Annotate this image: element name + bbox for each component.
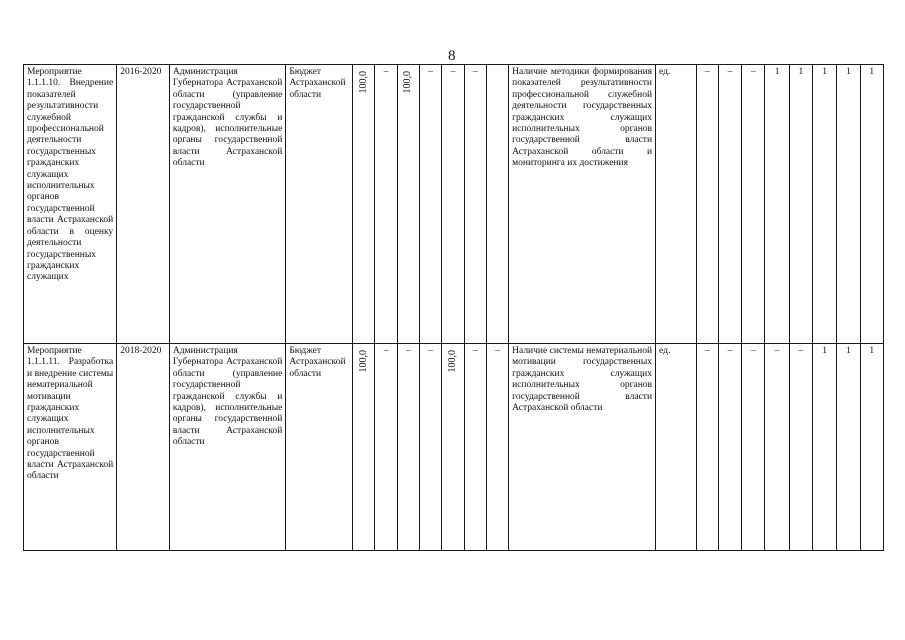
finance-year-cell: – (442, 65, 464, 344)
finance-year-cell: – (420, 65, 442, 344)
finance-year-cell: – (397, 344, 419, 551)
executor-cell: Администрация Губернатора Астраханской области (управление государственной гражданской службы и кадров), исполнительные органы государственной власти Астраханской области (169, 344, 285, 551)
indicator-value-cell: – (696, 344, 718, 551)
indicator-value-cell: – (765, 344, 789, 551)
table-row (24, 344, 884, 551)
finance-year-cell (442, 344, 464, 551)
executor-cell: Администрация Губернатора Астраханской области (управление государственной гражданской службы и кадров), исполнительные органы государственной власти Астраханской области (169, 65, 285, 344)
finance-value: 100,0 (446, 350, 458, 373)
finance-value: 100,0 (402, 71, 414, 94)
indicator-value-cell: 1 (860, 344, 883, 551)
finance-year-cell: – (375, 344, 397, 551)
indicator-value-cell: 1 (813, 65, 837, 344)
indicator-value-cell: 1 (860, 65, 883, 344)
finance-year-cell: – (464, 344, 486, 551)
indicator-value-cell: – (789, 344, 812, 551)
period-cell: 2018-2020 (117, 344, 170, 551)
finance-year-cell: – (464, 65, 486, 344)
page-number: 8 (448, 48, 456, 64)
indicator-cell: Наличие системы нематериальной мотивации государственных гражданских служащих исполнительных органов государственной власти Астраханской области (509, 344, 656, 551)
table-row (24, 65, 884, 344)
activity-name-cell: Мероприятие 1.1.1.10. Внедрение показателей результативности служебной профессиональной деятельности государственных гражданских служащих исполнительных органов государственной власти Астраханской области в оценку деятельности государственных гражданских служащих (24, 65, 117, 344)
finance-year-cell: – (375, 65, 397, 344)
funding-source-cell: Бюджет Астраханской области (286, 344, 353, 551)
finance-year-cell (397, 65, 419, 344)
indicator-value-cell: 1 (837, 65, 860, 344)
unit-cell: ед. (656, 65, 697, 344)
indicator-value-cell: 1 (837, 344, 860, 551)
indicator-value-cell: – (696, 65, 718, 344)
finance-total-cell (353, 344, 375, 551)
finance-year-cell (486, 65, 508, 344)
indicator-value-cell: – (718, 65, 741, 344)
finance-total-cell (353, 65, 375, 344)
indicator-value-cell: 1 (813, 344, 837, 551)
period-cell: 2016-2020 (117, 65, 170, 344)
indicator-value-cell: – (742, 344, 765, 551)
indicator-cell: Наличие методики формирования показателей результативности профессиональной служебной деятельности государственных гражданских служащих исполнительных органов государственной власти Астраханской области и мониторинга их достижения (509, 65, 656, 344)
unit-cell: ед. (656, 344, 697, 551)
activity-name-cell: Мероприятие 1.1.1.11. Разработка и внедрение системы нематериальной мотивации гражданских служащих исполнительных органов государственной власти Астраханской области (24, 344, 117, 551)
finance-value: 100,0 (357, 350, 369, 373)
funding-source-cell: Бюджет Астраханской области (286, 65, 353, 344)
indicator-value-cell: 1 (765, 65, 789, 344)
finance-year-cell: – (420, 344, 442, 551)
indicator-value-cell: 1 (789, 65, 812, 344)
finance-year-cell: – (486, 344, 508, 551)
indicator-value-cell: – (718, 344, 741, 551)
finance-value: 100,0 (357, 71, 369, 94)
indicator-value-cell: – (742, 65, 765, 344)
program-activities-table (23, 64, 884, 551)
